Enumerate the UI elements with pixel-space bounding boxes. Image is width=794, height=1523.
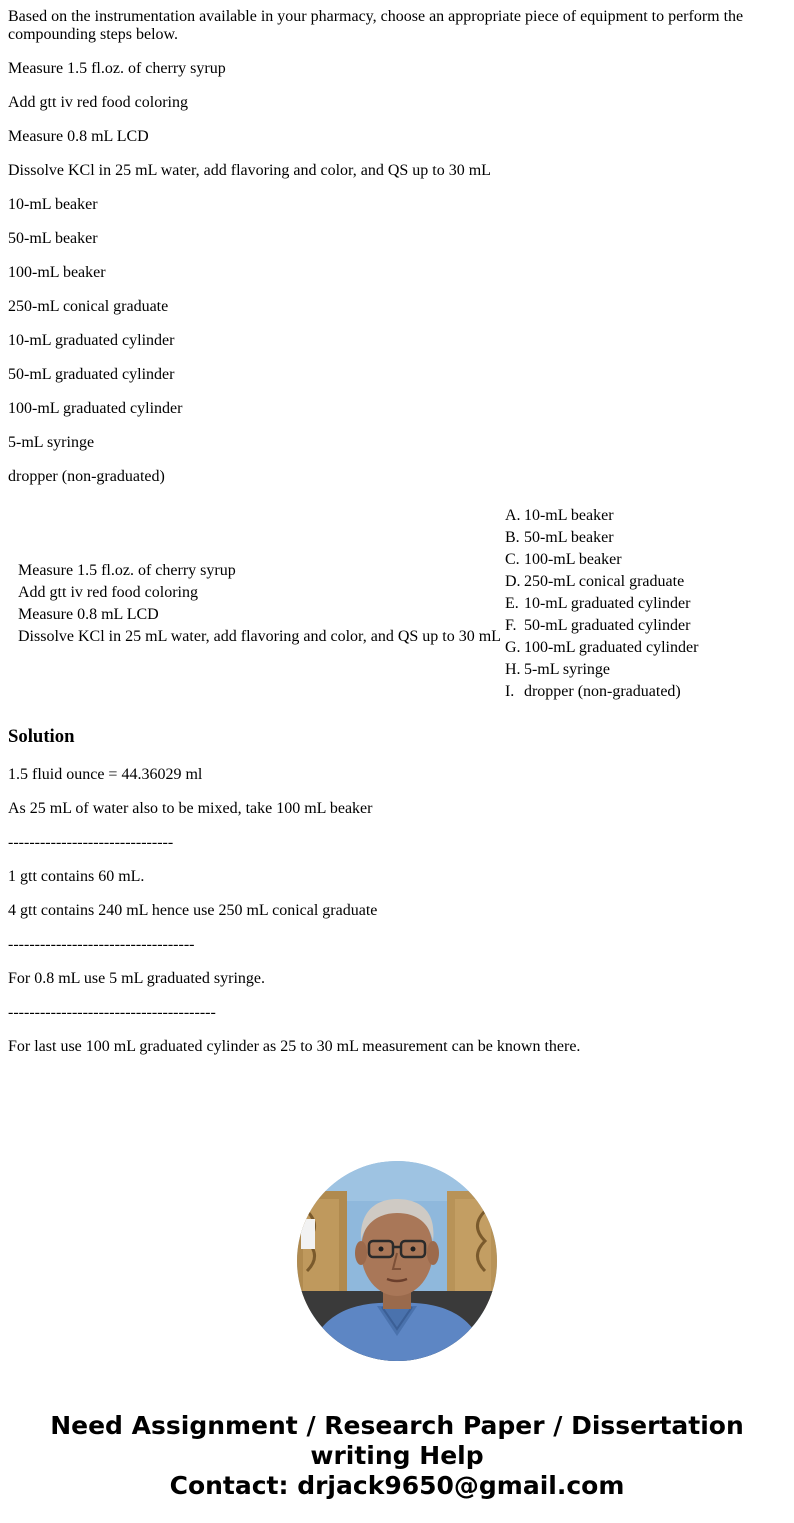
option-item [505, 549, 698, 571]
equipment-item: 5-mL syringe [8, 434, 95, 451]
option-text: 250-mL conical graduate [523, 573, 685, 590]
option-letter: E. [504, 595, 519, 612]
option-item [505, 527, 698, 549]
step-item: Measure 1.5 fl.oz. of cherry syrup [8, 60, 226, 77]
question-item: Add gtt iv red food coloring [18, 584, 198, 601]
option-letter: D. [504, 573, 521, 590]
solution-line: 4 gtt contains 240 mL hence use 250 mL conical graduate [8, 902, 378, 919]
option-text: 100-mL beaker [523, 551, 622, 568]
step-item: Dissolve KCl in 25 mL water, add flavoring and color, and QS up to 30 mL [8, 162, 491, 179]
option-item [505, 637, 698, 659]
footer-contact-email: Contact: drjack9650@gmail.com [169, 1471, 625, 1500]
solution-divider: ------------------------------- [8, 834, 174, 851]
document-page [0, 8, 794, 1523]
solution-heading: Solution [8, 726, 75, 747]
equipment-item: 10-mL beaker [8, 196, 98, 213]
option-letter: B. [504, 529, 520, 546]
equipment-item: 10-mL graduated cylinder [8, 332, 175, 349]
solution-line: As 25 mL of water also to be mixed, take 100 mL beaker [8, 800, 373, 817]
solution-line: For last use 100 mL graduated cylinder as 25 to 30 mL measurement can be known there. [8, 1038, 581, 1055]
option-text: 50-mL graduated cylinder [523, 617, 691, 634]
option-text: 10-mL beaker [523, 507, 614, 524]
matching-options [504, 504, 699, 704]
solution-divider: ----------------------------------- [8, 936, 195, 953]
question-item: Dissolve KCl in 25 mL water, add flavoring and color, and QS up to 30 mL [18, 628, 501, 645]
option-letter: A. [504, 507, 521, 524]
equipment-item: 100-mL graduated cylinder [8, 400, 183, 417]
equipment-item: dropper (non-graduated) [8, 468, 165, 485]
question-item: Measure 0.8 mL LCD [18, 606, 159, 623]
solution-line: For 0.8 mL use 5 mL graduated syringe. [8, 970, 265, 987]
option-letter: C. [504, 551, 520, 568]
equipment-item: 50-mL graduated cylinder [8, 366, 175, 383]
step-item: Add gtt iv red food coloring [8, 94, 188, 111]
option-text: 5-mL syringe [523, 661, 610, 678]
option-item [505, 571, 698, 593]
solution-divider: --------------------------------------- [8, 1004, 216, 1021]
solution-line: 1.5 fluid ounce = 44.36029 ml [8, 766, 203, 783]
option-letter: H. [504, 661, 521, 678]
equipment-item: 250-mL conical graduate [8, 298, 169, 315]
author-avatar [297, 1161, 497, 1361]
intro-paragraph: Based on the instrumentation available in your pharmacy, choose an appropriate piece of equipment to perform the compounding steps below. [8, 8, 744, 43]
equipment-item: 100-mL beaker [8, 264, 106, 281]
option-letter: G. [504, 639, 521, 656]
question-item: Measure 1.5 fl.oz. of cherry syrup [18, 562, 236, 579]
option-letter: F. [504, 617, 517, 634]
option-text: dropper (non-graduated) [523, 683, 681, 700]
option-text: 50-mL beaker [523, 529, 614, 546]
option-item [505, 659, 698, 681]
option-item [505, 681, 698, 703]
option-text: 100-mL graduated cylinder [523, 639, 699, 656]
footer-contact-banner [0, 1411, 794, 1501]
option-letter: I. [504, 683, 515, 700]
option-text: 10-mL graduated cylinder [523, 595, 691, 612]
step-item: Measure 0.8 mL LCD [8, 128, 149, 145]
option-item [505, 505, 698, 527]
option-item [505, 593, 698, 615]
footer-help-text: Need Assignment / Research Paper / Dissertation writing Help [50, 1411, 744, 1470]
option-item [505, 615, 698, 637]
avatar-portrait-image [297, 1161, 497, 1361]
matching-table [8, 502, 701, 706]
matching-questions [10, 504, 502, 704]
equipment-item: 50-mL beaker [8, 230, 98, 247]
solution-line: 1 gtt contains 60 mL. [8, 868, 145, 885]
